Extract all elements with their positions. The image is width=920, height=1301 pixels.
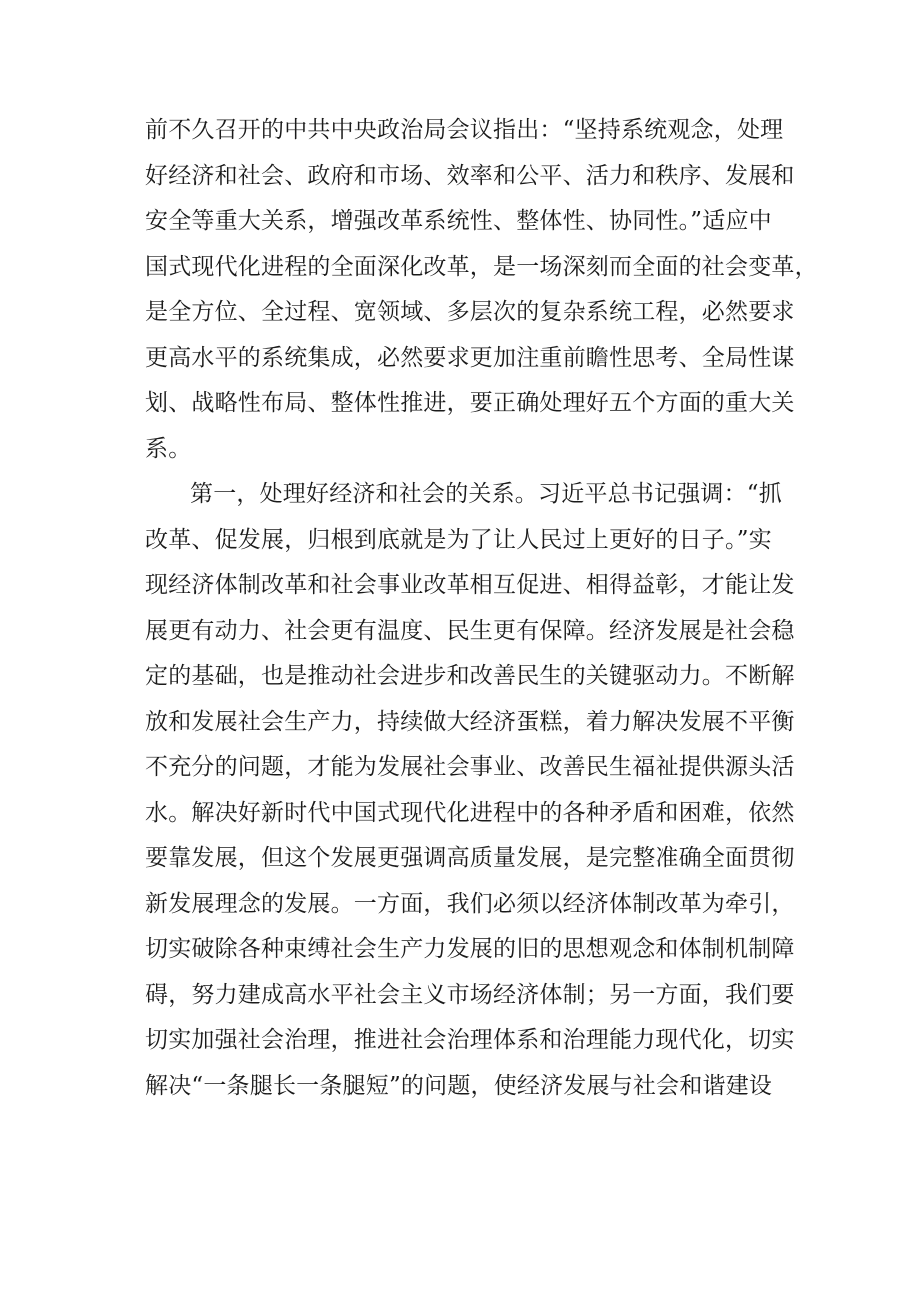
text-line: 切实加强社会治理，推进社会治理体系和治理能力现代化，切实 bbox=[145, 1027, 795, 1053]
text-line: 安全等重大关系，增强改革系统性、整体性、协同性。”适应中 bbox=[145, 208, 772, 234]
document-body bbox=[145, 108, 818, 1109]
paragraph-1 bbox=[145, 108, 818, 472]
text-line: 系。 bbox=[145, 435, 192, 462]
text-line: 解决“一条腿长一条腿短”的问题，使经济发展与社会和谐建设 bbox=[145, 1072, 773, 1099]
text-line: 前不久召开的中共中央政治局会议指出：“坚持系统观念，处理 bbox=[145, 117, 784, 143]
text-line: 放和发展社会生产力，持续做大经济蛋糕，着力解决发展不平衡 bbox=[145, 708, 795, 735]
text-line: 第一，处理好经济和社会的关系。习近平总书记强调：“抓 bbox=[190, 481, 782, 507]
text-line: 是全方位、全过程、宽领域、多层次的复杂系统工程，必然要求 bbox=[145, 299, 795, 325]
text-line: 不充分的问题，才能为发展社会事业、改善民生福祉提供源头活 bbox=[145, 754, 795, 780]
text-line: 切实破除各种束缚社会生产力发展的旧的思想观念和体制机制障 bbox=[145, 936, 795, 962]
text-line: 水。解决好新时代中国式现代化进程中的各种矛盾和困难，依然 bbox=[145, 799, 795, 826]
text-line: 要靠发展，但这个发展更强调高质量发展，是完整准确全面贯彻 bbox=[145, 845, 795, 871]
text-line: 新发展理念的发展。一方面，我们必须以经济体制改革为牵引， bbox=[145, 890, 795, 917]
text-line: 定的基础，也是推动社会进步和改善民生的关键驱动力。不断解 bbox=[145, 663, 795, 689]
text-line: 国式现代化进程的全面深化改革，是一场深刻而全面的社会变革， bbox=[145, 253, 818, 280]
paragraph-2 bbox=[145, 472, 795, 1109]
text-line: 展更有动力、社会更有温度、民生更有保障。经济发展是社会稳 bbox=[145, 617, 795, 644]
text-line: 划、战略性布局、整体性推进，要正确处理好五个方面的重大关 bbox=[145, 390, 795, 416]
text-line: 好经济和社会、政府和市场、效率和公平、活力和秩序、发展和 bbox=[145, 162, 795, 189]
text-line: 现经济体制改革和社会事业改革相互促进、相得益彰，才能让发 bbox=[145, 572, 795, 598]
text-line: 碍，努力建成高水平社会主义市场经济体制；另一方面，我们要 bbox=[145, 981, 795, 1008]
text-line: 改革、促发展，归根到底就是为了让人民过上更好的日子。”实 bbox=[145, 526, 772, 553]
text-line: 更高水平的系统集成，必然要求更加注重前瞻性思考、全局性谋 bbox=[145, 344, 795, 371]
